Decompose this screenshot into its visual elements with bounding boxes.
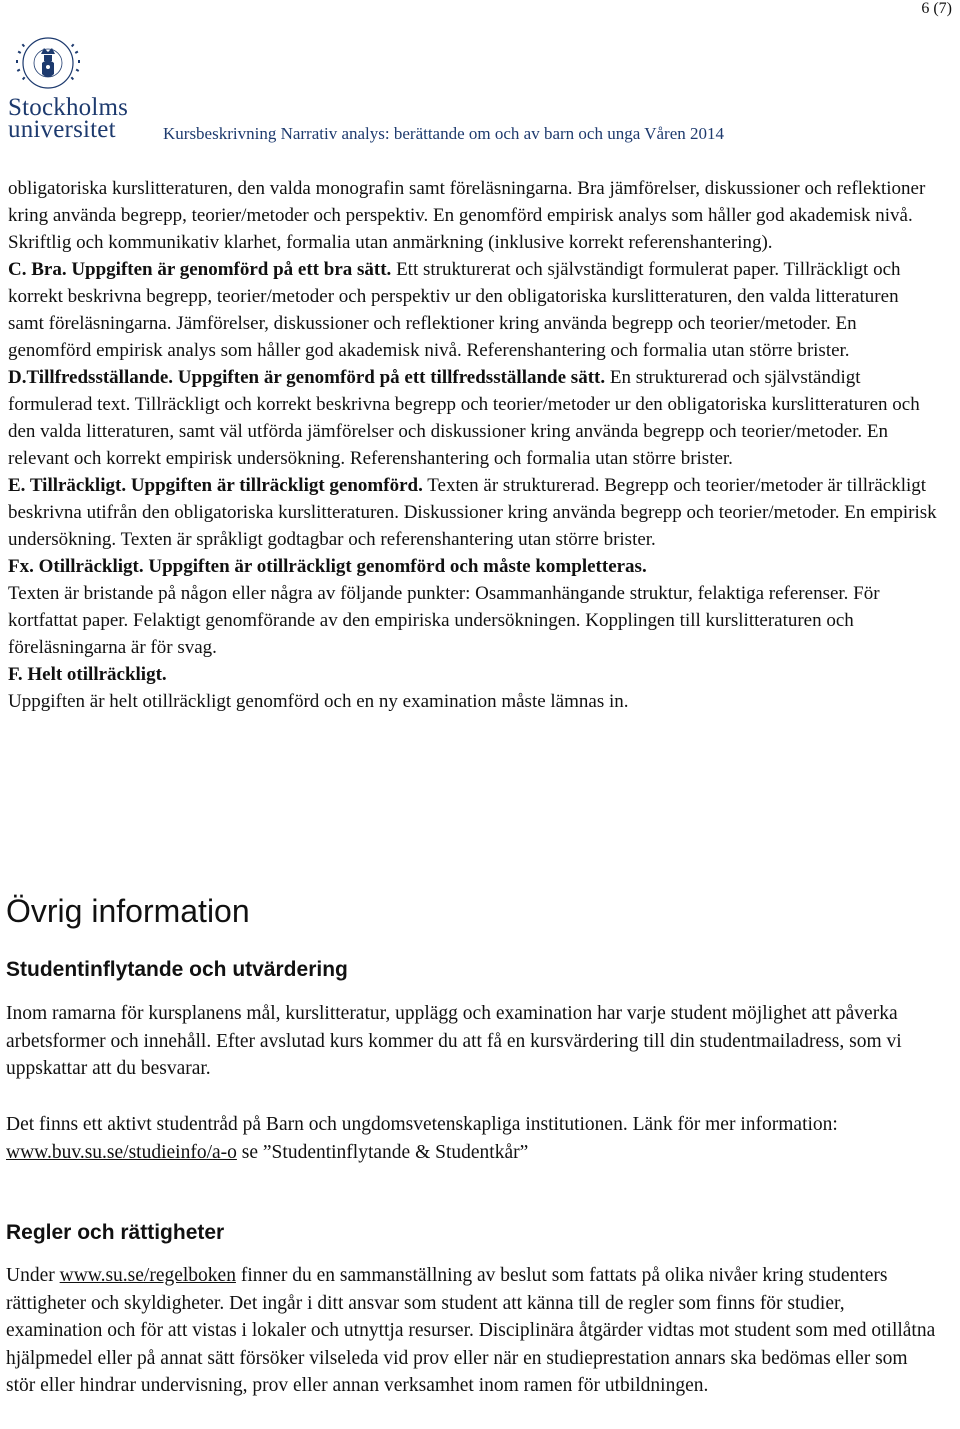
studieinfo-link[interactable]: www.buv.su.se/studieinfo/a-o — [6, 1141, 237, 1163]
student-influence-para2 — [6, 1111, 941, 1166]
page-number: 6 (7) — [921, 0, 952, 17]
grading-criteria — [8, 175, 938, 715]
grade-c-heading: C. Bra. Uppgiften är genomförd på ett bra sätt. — [8, 259, 392, 280]
grade-fx — [8, 553, 938, 580]
grade-f-text: Uppgiften är helt otillräckligt genomförd och en ny examination måste lämnas in. — [8, 691, 629, 712]
student-influence-para2-suffix: se ”Studentinflytande & Studentkår” — [236, 1141, 529, 1163]
page-title: Övrig information — [6, 893, 250, 929]
course-header: Kursbeskrivning Narrativ analys: berättande om och av barn och unga Våren 2014 — [163, 124, 724, 143]
grade-e-text: Texten är strukturerad. Begrepp och teorier/metoder är tillräckligt beskrivna utifrån den obligatoriska kurslitteraturen. Diskussioner kring använda begrepp och teorier/metoder. En empirisk undersökning. Texten är språkligt godtagbar och referenshantering utan större brister. — [8, 475, 937, 550]
grade-b-continuation: obligatoriska kurslitteraturen, den valda monografin samt föreläsningarna. Bra jämförelser, diskussioner och reflektioner kring använda begrepp, teorier/metoder och perspektiv. En genomförd empirisk analys som håller god akademisk nivå. Skriftlig och kommunikativ klarhet, formalia utan anmärkning (inklusive korrekt referenshantering). — [8, 178, 926, 253]
grade-c-text: Ett strukturerat och självständigt formulerat paper. Tillräckligt och korrekt beskrivna begrepp, teorier/metoder och perspektiv ur den obligatoriska kurslitteraturen, den valda litteraturen samt föreläsningarna. Jämförelser, diskussioner och reflektioner kring använda begrepp och teorier/metoder. En genomförd empirisk analys som håller god akademisk nivå. Referenshantering och formalia utan större brister. — [8, 259, 901, 361]
grade-fx-text: Texten är bristande på någon eller några av följande punkter: Osammanhängande struktur, felaktiga referenser. För kortfattat paper. Felaktigt genomförande av den empiriska undersökningen. Kopplingen till kurslitteraturen och föreläsningarna är för svag. — [8, 583, 880, 658]
rules-para-text: finner du en sammanställning av beslut som fattats på olika nivåer kring studenters rättigheter och skyldigheter. Det ingår i ditt ansvar som student att känna till de regler som finns för studier, examination och för att vistas i lokaler och utnyttja resurser. Disciplinära åtgärder vidtas mot student som med otillåtna hjälpmedel eller på annat sätt försöker vilseleda vid prov eller när en studieprestation annars ska bedömas eller som stör eller hindrar undervisning, prov eller annan verksamhet inom ramen för utbildningen. — [6, 1265, 936, 1396]
student-influence-heading: Studentinflytande och utvärdering — [6, 958, 348, 981]
regelboken-link[interactable]: www.su.se/regelboken — [59, 1265, 236, 1286]
logo-name-line1: Stockholms — [8, 94, 129, 121]
grade-f-heading: F. Helt otillräckligt. — [8, 664, 167, 685]
rules-para — [6, 1262, 941, 1400]
grade-e — [8, 472, 938, 553]
grade-d-heading: D.Tillfredsställande. Uppgiften är genomförd på ett tillfredsställande sätt. — [8, 367, 606, 388]
grade-f — [8, 661, 938, 688]
grade-d-text: En strukturerad och självständigt formulerad text. Tillräckligt och korrekt beskrivna begrepp och teorier/metoder ur den obligatoriska kurslitteraturen och den valda litteraturen, samt väl utförda jämförelser och diskussioner kring använda begrepp och teorier/metoder. En relevant och korrekt empirisk undersökning. Referenshantering och formalia utan större brister. — [8, 367, 920, 469]
grade-e-heading: E. Tillräckligt. Uppgiften är tillräckligt genomförd. — [8, 475, 423, 496]
student-influence-para2-text: Det finns ett aktivt studentråd på Barn och ungdomsvetenskapliga institutionen. Länk för mer information: — [6, 1114, 838, 1135]
rules-para-prefix: Under — [6, 1265, 60, 1286]
logo-name-line2: universitet — [8, 116, 116, 143]
rules-heading: Regler och rättigheter — [6, 1221, 225, 1244]
grade-fx-heading: Fx. Otillräckligt. Uppgiften är otillräckligt genomförd och måste kompletteras. — [8, 556, 647, 577]
grade-c — [8, 256, 938, 364]
student-influence-para1: Inom ramarna för kursplanens mål, kurslitteratur, upplägg och examination har varje student möjlighet att påverka arbetsformer och innehåll. Efter avslutad kurs kommer du att få en kursvärdering till din studentmailadress, som vi uppskattar att du besvarar. — [6, 1003, 902, 1079]
grade-d — [8, 364, 938, 472]
